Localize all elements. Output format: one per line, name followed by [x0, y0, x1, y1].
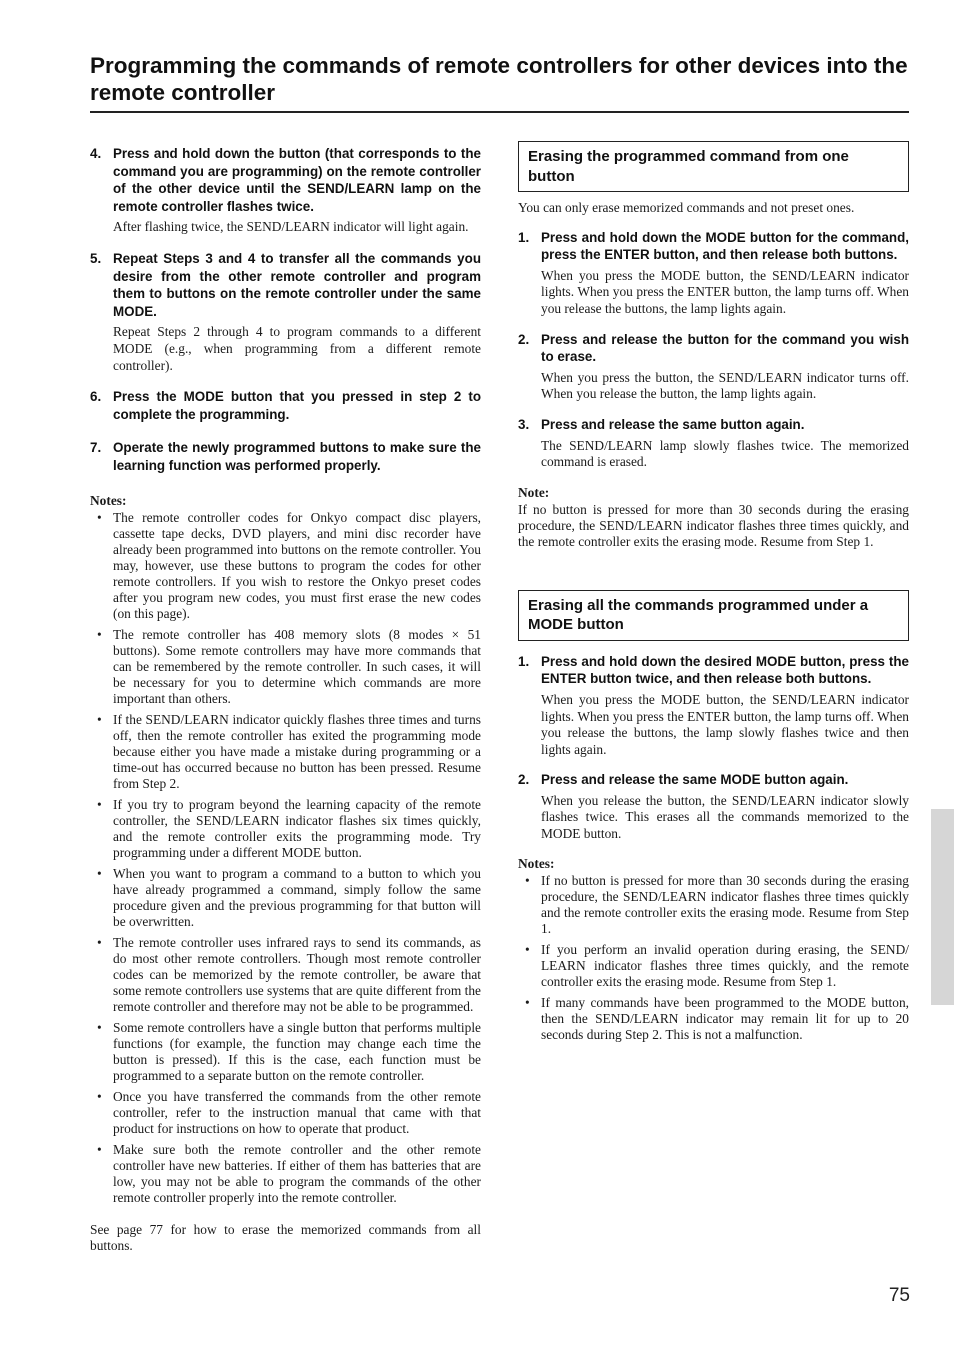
note-item: • When you want to program a command to a button to which you have already programmed a command, simply follow the same procedure given and the previous programming for that button will be overwritten. — [97, 865, 481, 929]
note-item: • The remote controller codes for Onkyo compact disc players, cassette tape decks, DVD players, and mini disc recorder have already been programmed into buttons on the remote controller. You may, however, use these buttons to program the codes for other remote controllers. If you wish to restore the Onkyo preset codes after you program new codes, you must first erase the new codes (on this page). — [97, 509, 481, 621]
step-instruction: Repeat Steps 3 and 4 to transfer all the commands you desire from the other remote controller and program them to buttons on the remote controller under the same MODE. — [113, 250, 481, 319]
page-number: 75 — [888, 1285, 910, 1306]
notes-list — [90, 510, 481, 1206]
step-6 — [90, 388, 481, 423]
step-instruction: Press and hold down the button (that corresponds to the command you are programming) on the remote controller of the other device until the SEND/LEARN lamp on the remote controller flashes twice. — [113, 146, 481, 214]
section-heading-erase-one: Erasing the programmed command from one button — [518, 141, 909, 192]
erase-step-3 — [518, 416, 909, 471]
step-instruction: Press and release the same MODE button again. — [541, 772, 849, 788]
note-item: • Some remote controllers have a single button that performs multiple functions (for example, the function may change each time the button is pressed). If this is the case, each function must be programmed to a separate button on the remote controller. — [97, 1019, 481, 1083]
note-title: Note: — [518, 484, 550, 500]
step-instruction: Press and release the same button again. — [541, 416, 805, 432]
left-column — [90, 145, 481, 1255]
step-number: 1. — [518, 229, 530, 245]
bullet-icon: • — [97, 1088, 102, 1104]
note-item: • Once you have transferred the commands from the other remote controller, refer to the instruction manual that came with that product for instructions on how to operate that product. — [97, 1088, 481, 1136]
step-number: 2. — [518, 331, 530, 347]
bullet-icon: • — [97, 796, 102, 812]
step-instruction: Press the MODE button that you pressed in step 2 to complete the programming. — [113, 389, 481, 422]
notes-section — [518, 856, 909, 1043]
right-column — [518, 141, 909, 1048]
step-explanation: When you press the MODE button, the SEND/LEARN indicator lights. When you press the ENTER button, the lamp turns off. When you release the buttons, the lamp lights again. — [541, 267, 909, 316]
notes-title: Notes: — [90, 492, 127, 508]
note-item: • If no button is pressed for more than 30 seconds during the erasing procedure, the SEND/LEARN indicator flashes three times quickly and the remote controller exits the erasing mode. Resume from Step 1. — [525, 872, 909, 936]
bullet-icon: • — [97, 934, 102, 950]
note-item: • The remote controller uses infrared rays to send its commands, as do most other remote controllers. Though most remote controller codes can be memorized by the remote controller, be aware that some remote controllers use systems that are quite different from the remote controller and therefore may not be able to be programmed. — [97, 934, 481, 1014]
step-explanation: The SEND/LEARN lamp slowly flashes twice. The memorized command is erased. — [541, 437, 909, 470]
bullet-icon: • — [97, 509, 102, 525]
step-5 — [90, 250, 481, 374]
step-instruction: Press and hold down the desired MODE button, press the ENTER button twice, and then release both buttons. — [541, 653, 909, 687]
note-item: • If you perform an invalid operation during erasing, the SEND/ LEARN indicator flashes three times quickly, and the remote controller exits the erasing mode. Resume from Step 1. — [525, 941, 909, 989]
bullet-icon: • — [525, 994, 530, 1010]
section-intro: You can only erase memorized commands and not preset ones. — [518, 200, 855, 215]
note-item: • The remote controller has 408 memory slots (8 modes × 51 buttons). Some remote controllers may have more commands that can be remembered by the remote controller. In such cases, it will be necessary for you to determine which commands are more important than others. — [97, 626, 481, 706]
bullet-icon: • — [97, 865, 102, 881]
step-number: 6. — [90, 389, 102, 405]
note-item: • Make sure both the remote controller and the other remote controller have new batteries. If either of them has batteries that are low, you may not be able to program the commands of the other remote controller properly into the remote controller. — [97, 1141, 481, 1205]
bullet-icon: • — [525, 872, 530, 888]
note-section — [518, 485, 909, 550]
step-number: 3. — [518, 416, 530, 432]
step-explanation: After flashing twice, the SEND/LEARN indicator will light again. — [113, 219, 469, 235]
note-item: • If you try to program beyond the learning capacity of the remote controller, the SEND/LEARN indicator flashes six times quickly, and the remote controller exits the programming mode. Try programming under a different MODE button. — [97, 796, 481, 860]
step-explanation: When you press the MODE button, the SEND/LEARN indicator lights. When you press the ENTER button, the lamp turns off. When you release the buttons, the lamp slowly flashes twice and then lights again. — [541, 691, 909, 757]
step-instruction: Press and hold down the MODE button for the command, press the ENTER button, and then release both buttons. — [541, 229, 909, 263]
note-item: • If the SEND/LEARN indicator quickly flashes three times and turns off, then the remote controller has exited the programming mode because either you have made a mistake during programming or a time-out has occurred because no button has been pressed. Resume from Step 2. — [97, 711, 481, 791]
bullet-icon: • — [525, 941, 530, 957]
erase-all-step-1 — [518, 653, 909, 759]
notes-title: Notes: — [518, 855, 555, 871]
step-7 — [90, 439, 481, 474]
bullet-icon: • — [97, 711, 102, 727]
bullet-icon: • — [97, 1141, 102, 1157]
notes-list — [518, 873, 909, 1043]
note-item: • If many commands have been programmed to the MODE button, then the SEND/LEARN indicator may remain lit for up to 20 seconds during Step 2. This is not a malfunction. — [525, 994, 909, 1042]
step-number: 7. — [90, 440, 102, 456]
title-divider — [90, 111, 909, 113]
note-text: If no button is pressed for more than 30 seconds during the erasing procedure, the SEND/LEARN indicator flashes three times quickly, and the remote controller exits the erasing mode. Resume from Step 1. — [518, 501, 909, 549]
step-number: 2. — [518, 772, 530, 788]
step-4 — [90, 145, 481, 236]
step-explanation: When you press the button, the SEND/LEARN indicator turns off. When you release the button, the lamp lights again. — [541, 369, 909, 402]
step-number: 4. — [90, 146, 102, 161]
step-instruction: Operate the newly programmed buttons to make sure the learning function was performed properly. — [113, 440, 481, 473]
step-explanation: Repeat Steps 2 through 4 to program commands to a different MODE (e.g., when programming from a different remote controller). — [113, 324, 481, 373]
step-explanation: When you release the button, the SEND/LEARN indicator slowly flashes twice. This erases all the commands memorized to the MODE button. — [541, 792, 909, 842]
notes-section — [90, 493, 481, 1206]
section-heading-erase-all: Erasing all the commands programmed under a MODE button — [518, 590, 909, 641]
page-title: Programming the commands of remote controllers for other devices into the remote controller — [90, 53, 908, 105]
erase-step-1 — [518, 229, 909, 318]
step-instruction: Press and release the button for the command you wish to erase. — [541, 331, 909, 365]
erase-all-step-2 — [518, 771, 909, 842]
erase-step-2 — [518, 331, 909, 403]
bullet-icon: • — [97, 626, 102, 642]
section-side-tab — [931, 809, 954, 1005]
footer-reference: See page 77 for how to erase the memorized commands from all buttons. — [90, 1221, 481, 1254]
bullet-icon: • — [97, 1019, 102, 1035]
step-number: 1. — [518, 653, 530, 669]
step-number: 5. — [90, 250, 102, 266]
